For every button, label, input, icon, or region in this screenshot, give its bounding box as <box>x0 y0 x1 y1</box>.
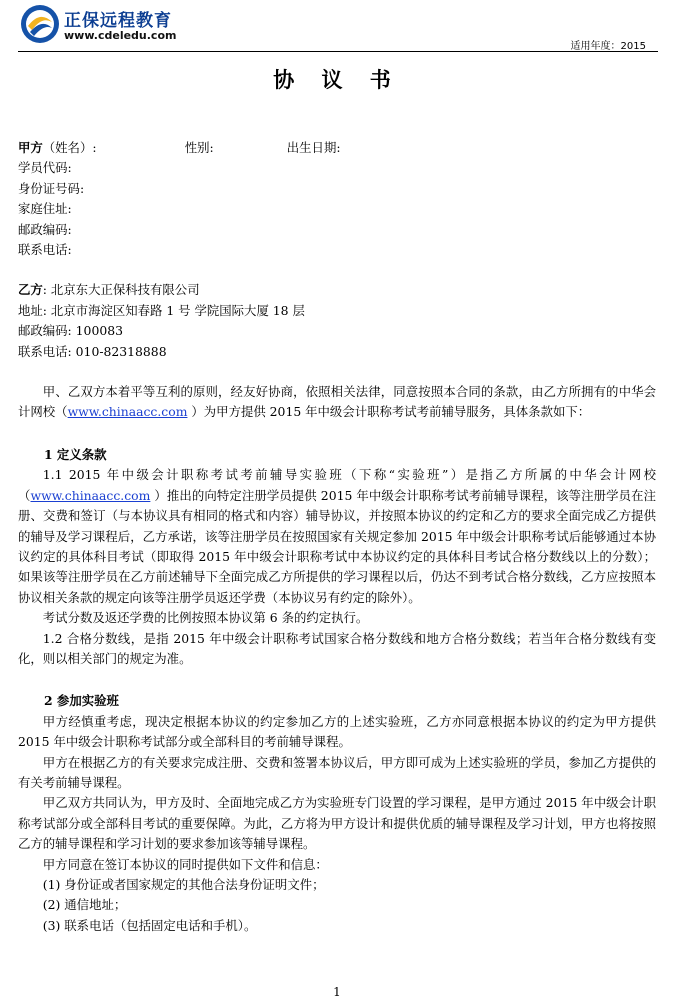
party-b-postcode: 邮政编码: 100083 <box>18 323 123 339</box>
intro-paragraph: 甲、乙双方本着平等互利的原则，经友好协商，依照相关法律，同意按照本合同的条款，由乙方所拥有的中华会计网校（www.chinaacc.com ）为甲方提供 2015 年中级会计职称考试考前辅导服务，具体条款如下： <box>18 384 656 420</box>
document-title: 协 议 书 <box>273 67 401 92</box>
section-1-2: 1.2 合格分数线，是指 2015 年中级会计职称考试国家合格分数线和地方合格分数线；若当年合格分数线有变化，则以相关部门的规定为准。 <box>18 630 656 666</box>
party-a-name-line <box>18 138 656 158</box>
section-2-p1: 甲方经慎重考虑，现决定根据本协议的约定参加乙方的上述实验班，乙方亦同意根据本协议的约定为甲方提供 2015 年中级会计职称考试部分或全部科目的考前辅导课程。 <box>18 713 656 750</box>
brand-name: 正保远程教育 <box>64 11 172 31</box>
brand-url: www.cdeledu.com <box>64 29 177 42</box>
party-b-name: : 北京东大正保科技有限公司 <box>42 282 200 298</box>
applicable-year: 适用年度：2015 <box>570 41 646 52</box>
field-id-number: 身份证号码: <box>18 180 85 196</box>
section-2-p3: 甲乙双方共同认为，甲方及时、全面地完成乙方为实验班专门设置的学习课程，是甲方通过 2015 年中级会计职称考试部分或全部科目考试的重要保障。为此，乙方将为甲方设计和提供优质的辅导课程及学习计划，甲方也将按照乙方的辅导课程和学习计划的要求参加该等辅导课程。 <box>18 795 656 852</box>
document-body <box>18 138 656 936</box>
chinaacc-link-2[interactable]: www.chinaacc.com <box>30 487 151 503</box>
party-a-label: 甲方 <box>18 140 43 155</box>
field-home-address: 家庭住址: <box>18 201 72 217</box>
section-1-1: 1.1 2015 年中级会计职称考试考前辅导实验班（下称“实验班”）是指乙方所属的中华会计网校（www.chinaacc.com ）推出的向特定注册学员提供 2015 年中级会计职称考试考前辅导课程，该等注册学员在注册、交费和签订（与本协议具有相同的格式和内容）辅导协议，并按照本协议的约定和乙方的要求全面完成乙方提供的辅导及学习课程后，乙方承诺，该等注册学员在按照国家有关规定参加 2015 年中级会计职称考试后能够通过本协议约定的具体科目考试（即取得 2015 年中级会计职称考试中本协议约定的具体科目考试合格分数线以上的分数）；如果该等注册学员在乙方前述辅导下全面完成乙方所提供的学习课程以后，仍达不到考试合格分数线，乙方应按照本协议相关条款的规定向该等注册学员返还学费（本协议另有约定的除外）。 <box>18 467 657 605</box>
section-1-heading: 1 定义条款 <box>44 446 107 462</box>
list-item: (2) 通信地址； <box>42 897 127 913</box>
party-b-name-line <box>18 280 656 300</box>
dob-label: 出生日期: <box>286 140 341 155</box>
party-b-address: 地址: 北京市海淀区知春路 1 号 学院国际大厦 18 层 <box>18 302 305 318</box>
section-2-p4: 甲方同意在签订本协议的同时提供如下文件和信息： <box>42 856 328 872</box>
gender-label: 性别: <box>184 140 214 155</box>
header-rule <box>18 51 658 52</box>
company-logo <box>20 4 60 44</box>
party-b-label: 乙方 <box>18 282 43 298</box>
field-phone: 联系电话: <box>18 242 72 258</box>
chinaacc-link[interactable]: www.chinaacc.com <box>67 404 188 420</box>
section-1-note: 考试分数及返还学费的比例按照本协议第 6 条的约定执行。 <box>42 610 369 626</box>
party-b-phone: 联系电话: 010-82318888 <box>18 343 167 359</box>
page-number: 1 <box>333 985 341 999</box>
list-item: (1) 身份证或者国家规定的其他合法身份证明文件； <box>42 877 325 892</box>
field-postcode: 邮政编码: <box>18 221 72 237</box>
section-2-heading: 2 参加实验班 <box>44 693 119 709</box>
name-label: （姓名）: <box>42 140 97 155</box>
page-header <box>0 0 674 52</box>
list-item: (3) 联系电话（包括固定电话和手机）。 <box>42 917 257 933</box>
field-student-code: 学员代码: <box>18 160 72 176</box>
section-2-p2: 甲方在根据乙方的有关要求完成注册、交费和签署本协议后，甲方即可成为上述实验班的学员，参加乙方提供的有关考前辅导课程。 <box>18 754 656 790</box>
